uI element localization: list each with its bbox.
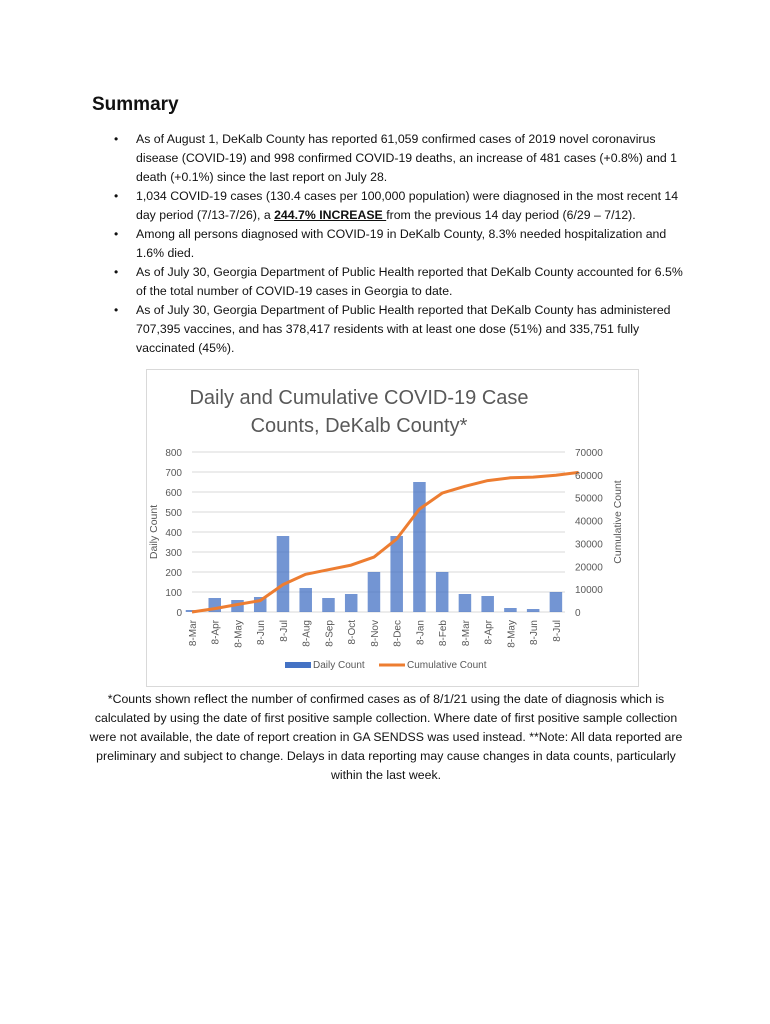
daily-count-bar [390, 536, 403, 612]
y-tick-label: 300 [165, 548, 182, 559]
x-tick-label: 8-Jun [529, 620, 541, 646]
daily-count-bar [527, 609, 540, 612]
daily-count-bar [459, 594, 472, 612]
daily-count-bar [299, 588, 312, 612]
x-tick-label: 8-Dec [392, 620, 404, 647]
daily-count-bar [322, 598, 335, 612]
x-tick-label: 8-Jun [256, 620, 268, 646]
daily-count-bar [345, 594, 358, 612]
bullet-item [92, 130, 692, 187]
x-tick-label: 8-Jul [551, 620, 563, 642]
x-tick-label: 8-Apr [210, 620, 222, 645]
bullet-item [92, 187, 692, 225]
legend-cumulative-label: Cumulative Count [407, 660, 487, 671]
daily-count-bar [481, 596, 494, 612]
daily-count-bar [413, 482, 426, 612]
daily-count-bar [368, 572, 381, 612]
y2-tick-label: 60000 [575, 470, 603, 482]
chart-svg [147, 370, 638, 686]
x-tick-label: 8-Oct [347, 620, 359, 645]
x-tick-label: 8-Jan [415, 620, 427, 646]
legend-daily-label: Daily Count [313, 660, 365, 671]
x-tick-label: 8-Feb [438, 620, 450, 647]
bullet-text: Among all persons diagnosed with COVID-19 in DeKalb County, 8.3% needed hospitalization and 1.6% died. [136, 227, 667, 260]
summary-bullet-list [92, 130, 692, 358]
y2-tick-label: 70000 [575, 448, 603, 459]
bullet-dot-icon: • [114, 265, 119, 279]
bullet-item [92, 263, 692, 301]
x-tick-label: 8-Mar [460, 620, 472, 647]
bullet-dot-icon: • [114, 189, 119, 203]
summary-heading: Summary [92, 94, 179, 115]
y2-tick-label: 40000 [575, 516, 603, 528]
y-tick-label: 500 [165, 508, 182, 519]
bullet-item [92, 301, 692, 358]
x-tick-label: 8-May [506, 620, 518, 648]
x-tick-label: 8-Aug [301, 620, 313, 647]
daily-count-bar [550, 592, 563, 612]
y2-axis-label: Cumulative Count [612, 480, 624, 564]
y-tick-label: 200 [165, 568, 182, 579]
y-tick-label: 600 [165, 488, 182, 499]
bullet-dot-icon: • [114, 132, 119, 146]
bullet-text: from the previous 14 day period (6/29 – 7/12). [386, 208, 636, 222]
cumulative-count-line [192, 472, 579, 612]
y-tick-label: 0 [176, 608, 182, 619]
y-tick-label: 100 [165, 588, 182, 599]
y-tick-label: 700 [165, 468, 182, 479]
x-tick-label: 8-Mar [188, 620, 199, 647]
daily-count-bar [436, 572, 449, 612]
bullet-text: As of July 30, Georgia Department of Public Health reported that DeKalb County has administered 707,395 vaccines, and has 378,417 residents with at least one dose (51%) and 335,751 fully vaccinated (45%). [136, 303, 671, 355]
chart-title-line: Counts, DeKalb County* [250, 415, 468, 437]
bullet-text: 1,034 COVID-19 cases (130.4 cases per 100,000 population) were diagnosed in the most recent 14 day period (7/13-7/26), a [136, 189, 679, 222]
y2-tick-label: 20000 [575, 562, 603, 574]
x-tick-label: 8-Sep [324, 620, 336, 647]
x-tick-label: 8-May [233, 620, 245, 648]
x-tick-label: 8-Jul [278, 620, 290, 642]
y-tick-label: 800 [165, 448, 182, 459]
x-tick-label: 8-Apr [483, 620, 495, 645]
bullet-text: As of July 30, Georgia Department of Public Health reported that DeKalb County accounted for 6.5% of the total number of COVID-19 cases in Georgia to date. [136, 265, 683, 298]
covid-case-chart [146, 369, 639, 687]
bullet-item [92, 225, 692, 263]
increase-emphasis: 244.7% INCREASE [274, 208, 387, 222]
chart-footnote: *Counts shown reflect the number of confirmed cases as of 8/1/21 using the date of diagnosis which is calculated by using the date of first positive sample collection. Where date of first positive sample collection were not available, the date of report creation in GA SENDSS was used instead. **Note: All data reported are preliminary and subject to change. Delays in data reporting may cause changes in data counts, particularly within the last week. [89, 692, 683, 782]
bullet-dot-icon: • [114, 227, 119, 241]
chart-title-line: Daily and Cumulative COVID-19 Case [189, 387, 529, 409]
x-tick-label: 8-Nov [369, 620, 381, 647]
daily-count-bar [277, 536, 290, 612]
y2-tick-label: 10000 [575, 585, 603, 597]
y2-tick-label: 30000 [575, 539, 603, 551]
bullet-dot-icon: • [114, 303, 119, 317]
y2-tick-label: 50000 [575, 493, 603, 505]
y-axis-label: Daily Count [148, 504, 160, 560]
daily-count-bar [504, 608, 517, 612]
bullet-text: As of August 1, DeKalb County has reported 61,059 confirmed cases of 2019 novel coronavirus disease (COVID-19) and 998 confirmed COVID-19 deaths, an increase of 481 cases (+0.8%) and 1 death (+0.1%) since the last report on July 28. [136, 132, 678, 184]
y2-tick-label: 0 [575, 608, 581, 619]
y-tick-label: 400 [165, 528, 182, 539]
legend-daily-swatch [285, 662, 311, 668]
